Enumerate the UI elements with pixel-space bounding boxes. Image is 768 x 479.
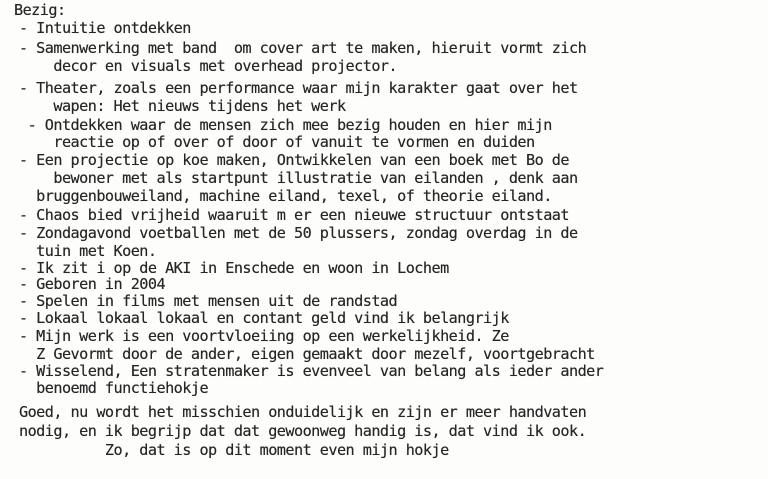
list-line: - Een projectie op koe maken, Ontwikkelen van een boek met Bo de	[19, 151, 569, 169]
list-line: bewoner met als startpunt illustratie van eilanden , denk aan	[19, 169, 578, 187]
list-line: - Intuitie ontdekken	[19, 19, 191, 37]
list-line: - Mijn werk is een voortvloeiing op een werkelijkheid. Ze	[19, 327, 509, 345]
list-line: benoemd functiehokje	[19, 379, 209, 397]
list-line: wapen: Het nieuws tijdens het werk	[19, 97, 346, 115]
list-line: - Spelen in films met mensen uit de randstad	[19, 292, 398, 310]
list-line: - Wisselend, Een stratenmaker is evenveel van belang als ieder ander	[19, 362, 604, 380]
list-line: - Chaos bied vrijheid waaruit m er een nieuwe structuur ontstaat	[19, 206, 569, 224]
closing-line: nodig, en ik begrijp dat dat gewoonweg handig is, dat vind ik ook.	[19, 422, 587, 440]
list-line: - Ontdekken waar de mensen zich mee bezig houden en hier mijn	[19, 116, 552, 134]
list-line: - Ik zit i op de AKI in Enschede en woon in Lochem	[19, 259, 449, 277]
list-line: bruggenbouweiland, machine eiland, texel, of theorie eiland.	[19, 187, 552, 205]
closing-line: Goed, nu wordt het misschien onduidelijk en zijn er meer handvaten	[19, 403, 587, 421]
closing-line: Zo, dat is op dit moment even mijn hokje	[19, 441, 449, 459]
list-line: decor en visuals met overhead projector.	[19, 57, 398, 75]
heading: Bezig:	[14, 1, 66, 19]
list-line: - Zondagavond voetballen met de 50 plussers, zondag overdag in de	[19, 224, 578, 242]
list-line: - Geboren in 2004	[19, 275, 166, 293]
list-line: - Lokaal lokaal lokaal en contant geld vind ik belangrijk	[19, 309, 509, 327]
list-line: - Theater, zoals een performance waar mijn karakter gaat over het	[19, 79, 578, 97]
list-line: tuin met Koen.	[19, 242, 157, 260]
list-line: - Samenwerking met band om cover art te maken, hieruit vormt zich	[19, 39, 587, 57]
list-line: reactie op of over of door of vanuit te vormen en duiden	[19, 133, 535, 151]
list-line: Z Gevormt door de ander, eigen gemaakt door mezelf, voortgebracht	[19, 345, 595, 363]
